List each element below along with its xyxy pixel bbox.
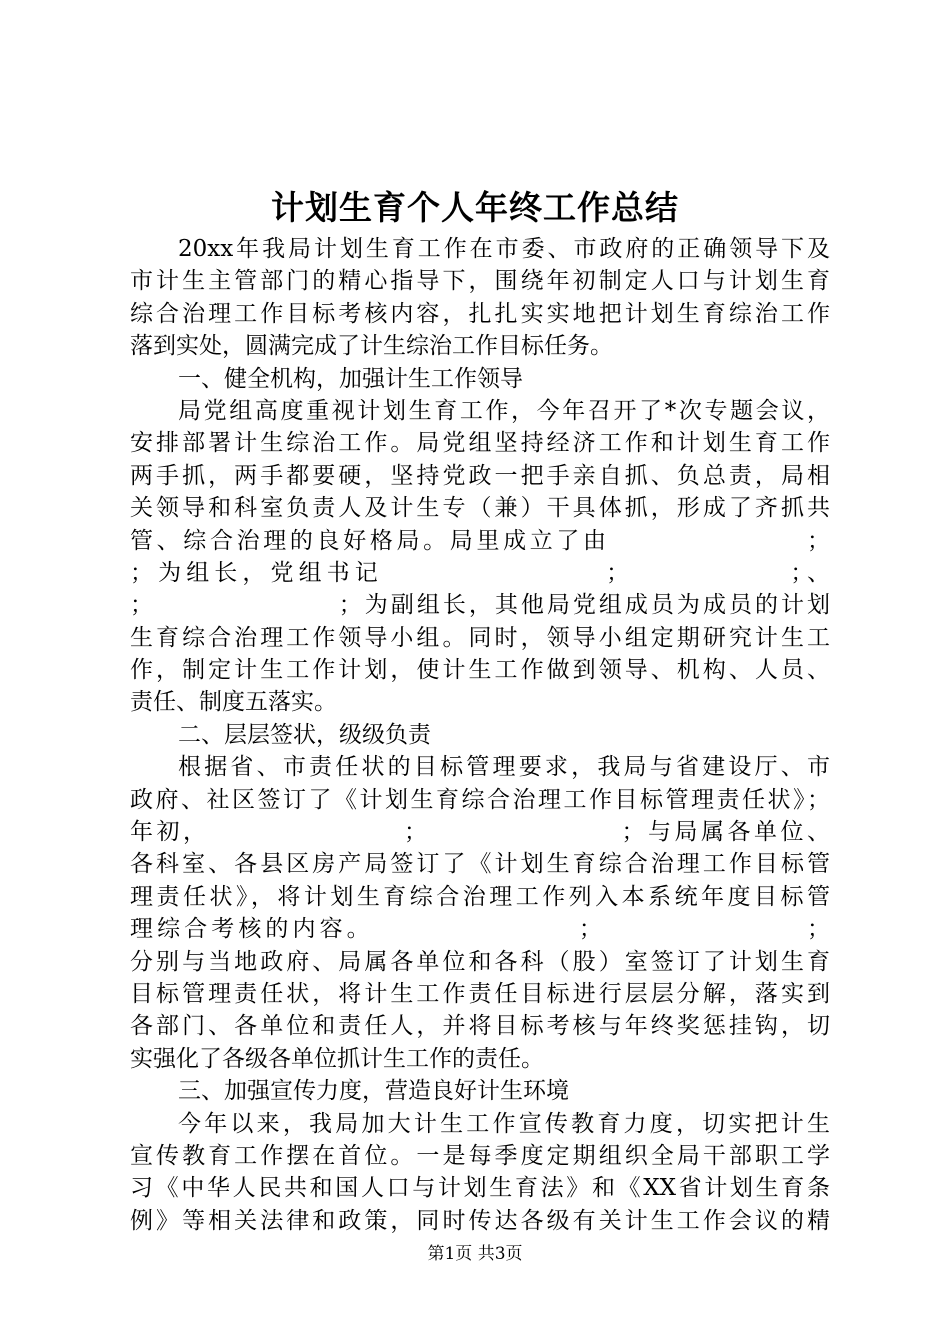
document-title: 计划生育个人年终工作总结 bbox=[271, 188, 679, 227]
paragraph-line: 例》等相关法律和政策，同时传达各级有关计生工作会议的精 bbox=[130, 1207, 830, 1234]
paragraph-line: 责任、制度五落实。 bbox=[130, 689, 337, 716]
document-body bbox=[130, 233, 830, 1237]
paragraph-line: ； ；为副组长，其他局党组成员为成员的计划 bbox=[130, 592, 830, 619]
page-number-footer: 第1页 共3页 bbox=[427, 1244, 523, 1264]
paragraph-line: 分别与当地政府、局属各单位和各科（股）室签订了计划生育 bbox=[130, 948, 830, 975]
paragraph-line: 根据省、市责任状的目标管理要求，我局与省建设厅、市 bbox=[178, 754, 830, 781]
paragraph-line: 年初， ； ；与局属各单位、 bbox=[130, 819, 830, 846]
paragraph-line: 两手抓，两手都要硬，坚持党政一把手亲自抓、负总责，局相 bbox=[130, 462, 830, 489]
paragraph-line: 局党组高度重视计划生育工作，今年召开了*次专题会议， bbox=[178, 397, 830, 424]
paragraph-line: ；为组长，党组书记 ； ；、 bbox=[130, 559, 830, 586]
paragraph-line: 今年以来，我局加大计生工作宣传教育力度，切实把计生 bbox=[178, 1110, 830, 1137]
paragraph-line: 各部门、各单位和责任人，并将目标考核与年终奖惩挂钩，切 bbox=[130, 1013, 830, 1040]
paragraph-line: 生育综合治理工作领导小组。同时，领导小组定期研究计生工 bbox=[130, 624, 830, 651]
paragraph-line: 落到实处，圆满完成了计生综治工作目标任务。 bbox=[130, 333, 613, 360]
section-heading: 一、健全机构，加强计生工作领导 bbox=[178, 365, 523, 392]
paragraph-line: 安排部署计生综治工作。局党组坚持经济工作和计划生育工作 bbox=[130, 430, 830, 457]
paragraph-line: 20xx年我局计划生育工作在市委、市政府的正确领导下及 bbox=[178, 236, 830, 262]
paragraph-line: 实强化了各级各单位抓计生工作的责任。 bbox=[130, 1045, 544, 1072]
section-heading: 二、层层签状，级级负责 bbox=[178, 721, 431, 748]
paragraph-line: 宣传教育工作摆在首位。一是每季度定期组织全局干部职工学 bbox=[130, 1142, 830, 1169]
paragraph-line: 政府、社区签订了《计划生育综合治理工作目标管理责任状》； bbox=[130, 786, 830, 813]
paragraph-line: 作，制定计生工作计划，使计生工作做到领导、机构、人员、 bbox=[130, 657, 830, 684]
paragraph-line: 理综合考核的内容。 ； ； bbox=[130, 916, 830, 943]
paragraph-line: 习《中华人民共和国人口与计划生育法》和《XX省计划生育条 bbox=[130, 1175, 830, 1202]
paragraph-line: 目标管理责任状，将计生工作责任目标进行层层分解，落实到 bbox=[130, 980, 830, 1007]
section-heading: 三、加强宣传力度，营造良好计生环境 bbox=[178, 1078, 569, 1105]
paragraph-line: 管、综合治理的良好格局。局里成立了由 ； bbox=[130, 527, 830, 554]
paragraph-line: 理责任状》，将计划生育综合治理工作列入本系统年度目标管 bbox=[130, 883, 830, 910]
paragraph-line: 综合治理工作目标考核内容，扎扎实实地把计划生育综治工作 bbox=[130, 300, 830, 327]
paragraph-line: 各科室、各县区房产局签订了《计划生育综合治理工作目标管 bbox=[130, 851, 830, 878]
paragraph-line: 关领导和科室负责人及计生专（兼）干具体抓，形成了齐抓共 bbox=[130, 495, 830, 522]
paragraph-line: 市计生主管部门的精心指导下，围绕年初制定人口与计划生育 bbox=[130, 268, 830, 295]
